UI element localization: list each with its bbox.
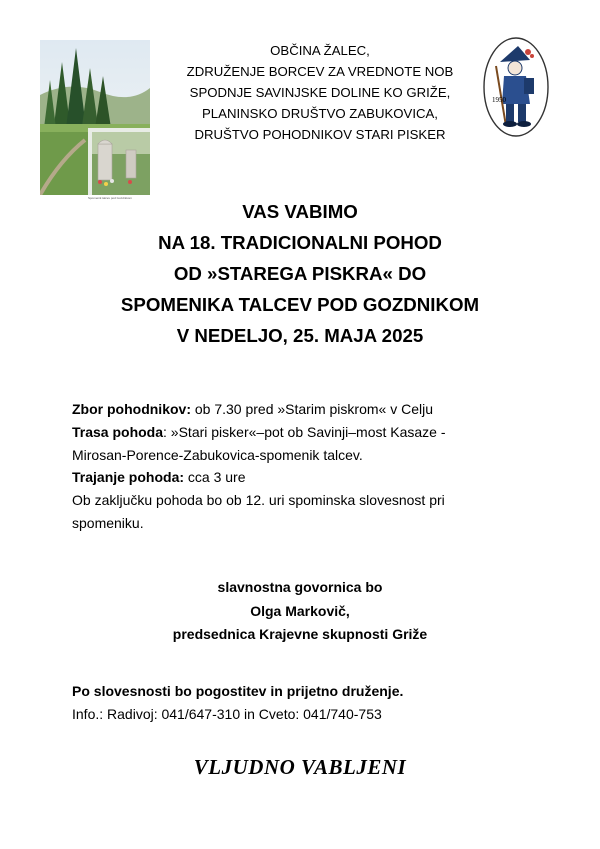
logo-year: 1950 [492,96,506,104]
route-info [72,421,542,444]
closing-block [72,680,542,726]
duration-label: Trajanje pohoda: [72,469,185,486]
speaker-name: Olga Markovič, [250,602,350,619]
route-label: Trasa pohoda [72,423,164,440]
gathering-info [72,398,542,421]
headline-line: V NEDELJO, 25. MAJA 2025 [176,325,424,346]
invitation-headline [0,196,600,351]
organizers-list [160,40,480,145]
contact-info: Info.: Radivoj: 041/647-310 in Cveto: 041/740-753 [72,705,382,722]
organizer-line: OBČINA ŽALEC, [270,43,370,58]
photo-caption: Spomenik talcev pod Gozdnikom [88,196,132,200]
organizer-line: ZDRUŽENJE BORCEV ZA VREDNOTE NOB [186,64,454,79]
headline-line: VAS VABIMO [242,201,358,222]
route-text-continued: Mirosan-Porence-Zabukovica-spomenik talcev. [72,446,363,463]
organizer-line: DRUŠTVO POHODNIKOV STARI PISKER [194,127,446,142]
gathering-text: ob 7.30 pred »Starim piskrom« v Celju [190,401,433,417]
organizer-line: PLANINSKO DRUŠTVO ZABUKOVICA, [202,106,438,121]
duration-info [72,466,542,489]
ceremony-info-continued: spomeniku. [72,514,144,531]
headline-line: OD »STAREGA PISKRA« DO [173,263,427,284]
memorial-photo-icon [40,40,150,195]
speaker-role: predsednica Krajevne skupnosti Griže [172,626,428,642]
headline-line: SPOMENIKA TALCEV POD GOZDNIKOM [120,294,480,315]
speaker-block [0,576,600,647]
gathering-label: Zbor pohodnikov: [72,401,191,417]
hiker-emblem-icon [482,36,550,138]
headline-line: NA 18. TRADICIONALNI POHOD [158,232,442,253]
welcome-closing: VLJUDNO VABLJENI [193,755,407,779]
route-text: : »Stari pisker«–pot ob Savinji–most Kasaze - [163,423,446,440]
speaker-intro: slavnostna govornica bo [217,579,383,595]
event-details [72,398,542,535]
organizer-line: SPODNJE SAVINJSKE DOLINE KO GRIŽE, [189,85,451,100]
refreshments-note: Po slovesnosti bo pogostitev in prijetno druženje. [72,683,404,699]
duration-text: cca 3 ure [184,469,246,486]
ceremony-info: Ob zaključku pohoda bo ob 12. uri spominska slovesnost pri [72,492,445,509]
